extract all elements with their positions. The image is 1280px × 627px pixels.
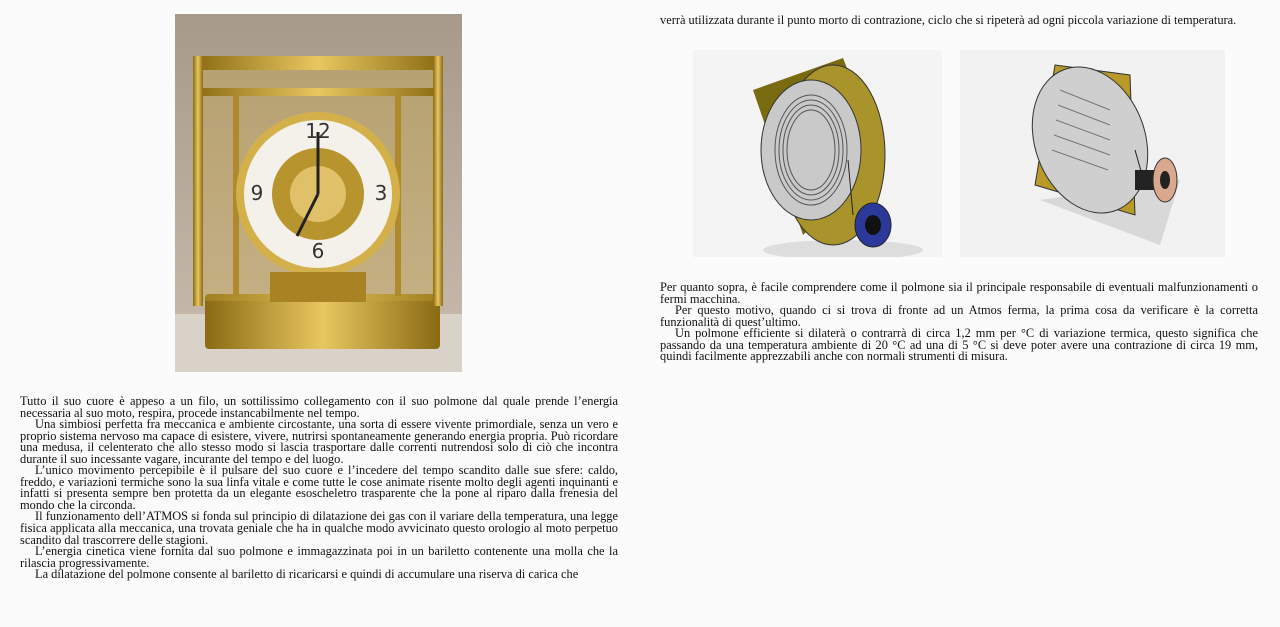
bellows-diagram-cutaway [960, 50, 1225, 257]
paragraph: Una simbiosi perfetta fra meccanica e ambiente circostante, una sorta di essere vivente primordiale, senza un vero e proprio sistema nervoso ma capace di esistere, vivere, nutrirsi spontaneamente generando energia propria. Può ricordare una medusa, il celenterato che allo stesso modo si lascia trasportare dalle correnti nutrendosi solo di ciò che incontra durante il suo incessante vagare, incurante del tempo e del luogo. [20, 417, 618, 466]
svg-text:3: 3 [374, 181, 388, 205]
paragraph: L’energia cinetica viene fornita dal suo polmone e immagazzinata poi in un bariletto contenente una molla che la rilascia progressivamente. [20, 544, 618, 570]
continued-paragraph [660, 15, 1260, 27]
bellows-diagram-front [693, 50, 942, 257]
paragraph: Per quanto sopra, è facile comprendere come il polmone sia il principale responsabile di eventuali malfunzionamenti o fermi macchina. [660, 280, 1258, 306]
paragraph: Il funzionamento dell’ATMOS si fonda sul principio di dilatazione dei gas con il variare della temperatura, una legge fisica applicata alla meccanica, una trovata geniale che ha in qualche modo avvicinato questo orologio al moto perpetuo scandito dal trascorrere delle stagioni. [20, 509, 618, 547]
left-column-text [20, 396, 618, 581]
svg-text:6: 6 [311, 239, 325, 263]
svg-text:12: 12 [305, 119, 331, 143]
paragraph: Tutto il suo cuore è appeso a un filo, un sottilissimo collegamento con il suo polmone dal quale prende l’energia necessaria al suo moto, respira, procede instancabilmente nel tempo. [20, 394, 618, 420]
svg-text:9: 9 [250, 181, 264, 205]
paragraph: Un polmone efficiente si dilaterà o contrarrà di circa 1,2 mm per °C di variazione termica, questo significa che passando da una temperatura ambiente di 20 °C ad una di 5 °C si deve poter avere una contrazione di circa 19 mm, quindi facilmente apprezzabili anche con normali strumenti di misura. [660, 326, 1258, 364]
right-column-text [660, 282, 1258, 363]
paragraph: L’unico movimento percepibile è il pulsare del suo cuore e l’incedere del tempo scandito dalle sue sfere: caldo, freddo, e variazioni termiche sono la sua linfa vitale e come tutte le cose animate risente molto degli agenti inquinanti e infatti si presenta sempre ben protetta da un elegante esoscheletro trasparente che la pone al riparo dalla frenesia del mondo che la circonda. [20, 463, 618, 512]
paragraph: verrà utilizzata durante il punto morto di contrazione, ciclo che si ripeterà ad ogni piccola variazione di temperatura. [660, 13, 1237, 27]
paragraph: La dilatazione del polmone consente al bariletto di ricaricarsi e quindi di accumulare una riserva di carica che [35, 567, 579, 582]
paragraph: Per questo motivo, quando ci si trova di fronte ad un Atmos ferma, la prima cosa da verificare è la corretta funzionalità di quest’ultimo. [660, 303, 1258, 329]
atmos-clock-photo [175, 14, 462, 372]
